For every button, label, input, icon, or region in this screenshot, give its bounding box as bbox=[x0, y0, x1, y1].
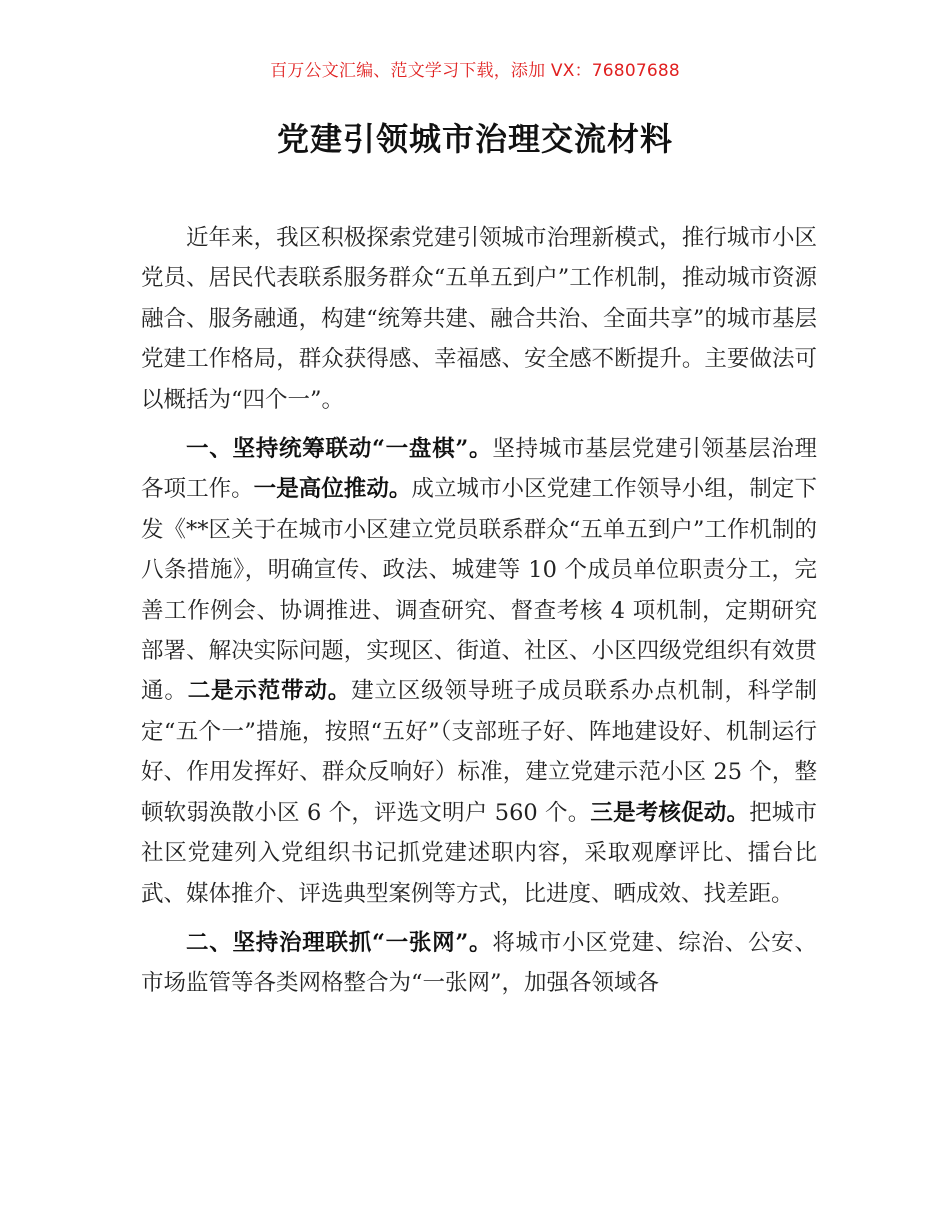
section-two-lead: 将城市小区党建、综治、公安、市场监管等各类网格整合为“一张网”，加强各领域各 bbox=[141, 929, 817, 997]
intro-text: 近年来，我区积极探索党建引领城市治理新模式，推行城市小区党员、居民代表联系服务群众“五单五到户”工作机制，推动城市资源融合、服务融通，构建“统筹共建、融合共治、全面共享”的城市基层党建工作格局，群众获得感、幸福感、安全感不断提升。主要做法可以概括为“四个一”。 bbox=[141, 225, 817, 413]
document-body bbox=[141, 218, 817, 1013]
section-two-heading: 二、坚持治理联抓“一张网”。 bbox=[186, 929, 493, 956]
section-one-heading: 一、坚持统筹联动“一盘棋”。 bbox=[186, 436, 493, 463]
section-one-paragraph bbox=[141, 429, 817, 914]
point-three-label: 三是考核促动。 bbox=[590, 799, 750, 826]
section-two-paragraph bbox=[141, 923, 817, 1004]
section-one-lead: 坚持城市基层党建引领基层治理各项工作。 bbox=[141, 436, 817, 503]
point-two-label: 二是示范带动。 bbox=[187, 678, 352, 705]
watermark-banner: 百万公文汇编、范文学习下载，添加 VX：76807688 bbox=[270, 61, 680, 81]
page-title: 党建引领城市治理交流材料 bbox=[276, 120, 673, 158]
point-three-text: 把城市社区党建列入党组织书记抓党建述职内容，采取观摩评比、擂台比武、媒体推介、评选典型案例等方式，比进度、晒成效、找差距。 bbox=[141, 799, 817, 907]
point-two-text: 建立区级领导班子成员联系办点机制，科学制定“五个一”措施，按照“五好”（支部班子好、阵地建设好、机制运行好、作用发挥好、群众反响好）标准，建立党建示范小区 25 个，整顿软弱涣散小区 6 个，评选文明户 560 个。 bbox=[141, 678, 817, 826]
point-one-label: 一是高位推动。 bbox=[253, 476, 412, 503]
intro-paragraph bbox=[141, 218, 817, 420]
point-one-text: 成立城市小区党建工作领导小组，制定下发《**区关于在城市小区建立党员联系群众“五单五到户”工作机制的八条措施》，明确宣传、政法、城建等 10 个成员单位职责分工，完善工作例会、协调推进、调查研究、督查考核 4 项机制，定期研究部署、解决实际问题，实现区、街道、社区、小区四级党组织有效贯通。 bbox=[141, 476, 817, 705]
